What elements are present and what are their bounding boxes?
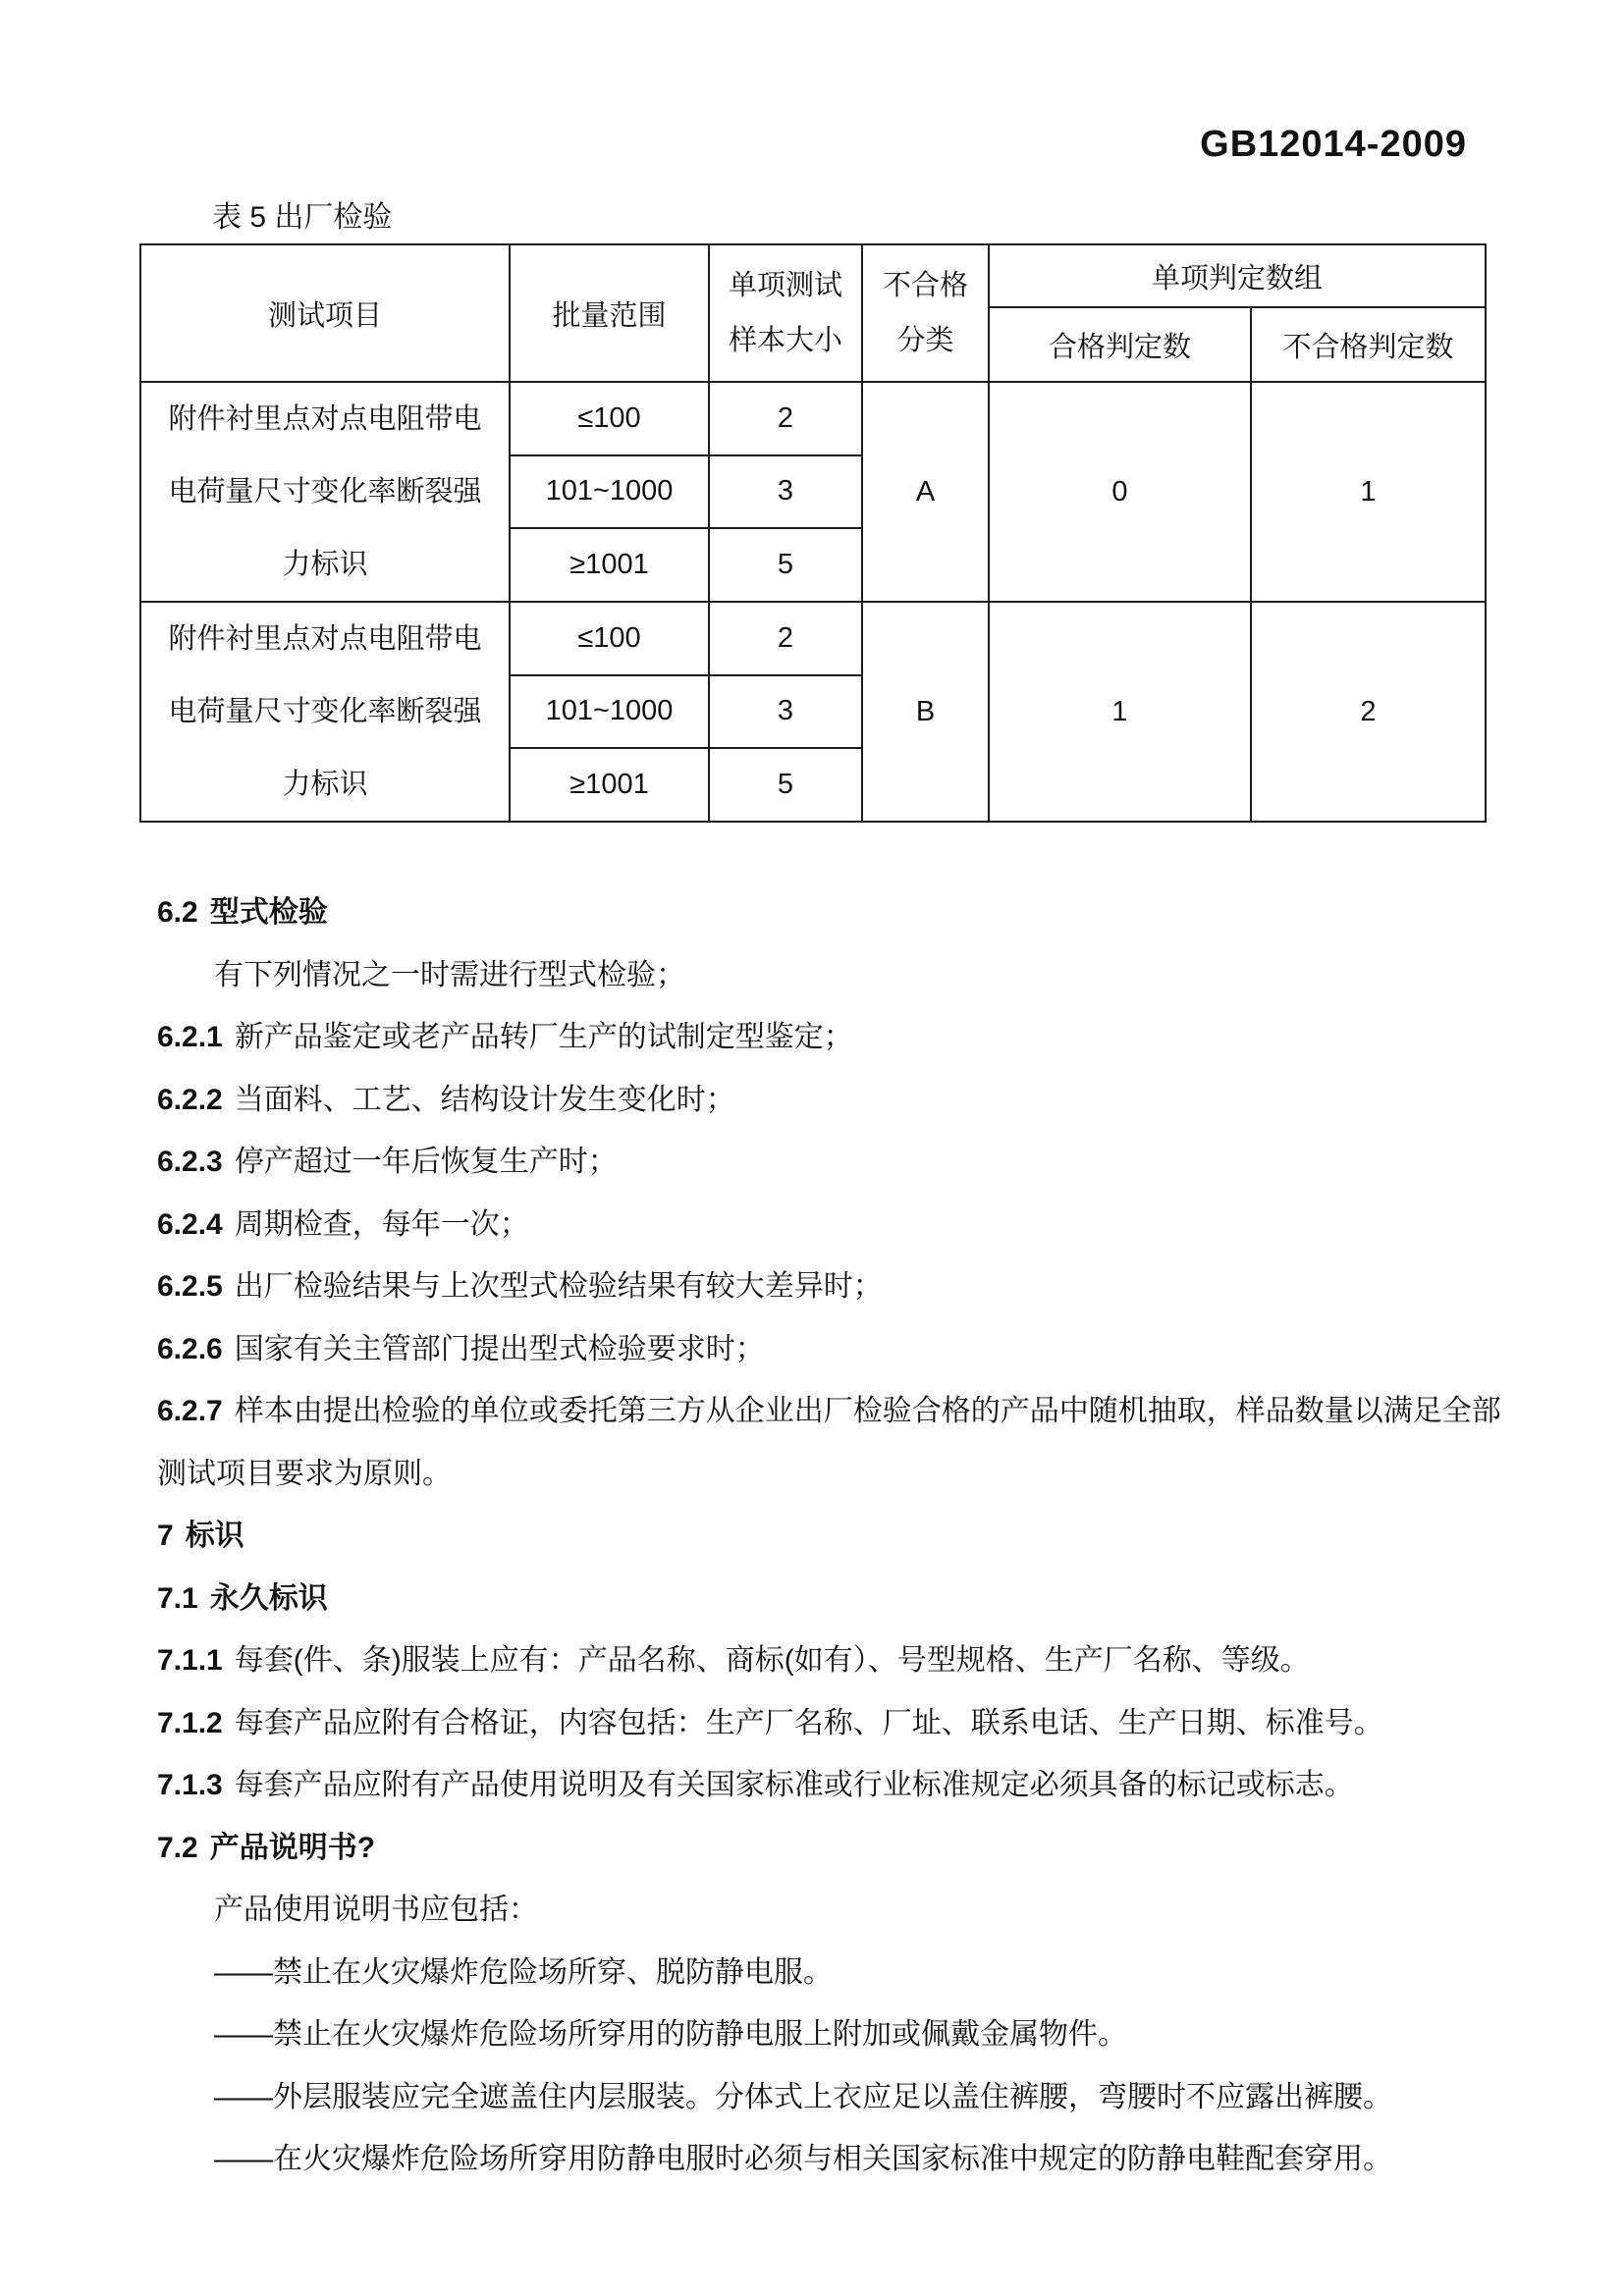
cell-batch-range: ≤100 [510,382,709,455]
table-caption: 表 5 出厂检验 [212,201,393,234]
cell-sample-size: 3 [709,455,862,529]
col-header-reject-number: 不合格判定数 [1251,307,1486,382]
cell-batch-range: 101~1000 [510,455,709,529]
clause-6-2-intro: 有下列情况之一时需进行型式检验； [214,958,685,991]
col-header-defect-class: 不合格 分类 [862,244,989,382]
cell-accept-number-group1: 0 [989,382,1251,602]
cell-batch-range: ≥1001 [510,528,709,602]
table-row [140,602,1486,675]
col-header-batch-range: 批量范围 [510,244,709,382]
cell-batch-range: ≤100 [510,602,709,675]
clause-6-2-5: 6.2.5 出厂检验结果与上次型式检验结果有较大差异时； [157,1270,883,1303]
clause-7-1-3: 7.1.3 每套产品应附有产品使用说明及有关国家标准或行业标准规定必须具备的标记或标志。 [157,1769,1354,1801]
clause-6-2-2: 6.2.2 当面料、工艺、结构设计发生变化时； [157,1083,735,1116]
cell-accept-number-group2: 1 [989,602,1251,822]
instruction-bullet-2: ——禁止在火灾爆炸危险场所穿用的防静电服上附加或佩戴金属物件。 [214,2018,1127,2051]
instruction-bullet-1: ——禁止在火灾爆炸危险场所穿、脱防静电服。 [214,1955,833,1989]
cell-batch-range: ≥1001 [510,748,709,822]
standard-number: GB12014-2009 [1200,124,1467,165]
col-header-sample-size: 单项测试 样本大小 [709,244,862,382]
cell-defect-class-group2: B [862,602,989,822]
clause-6-2-7-line2: 测试项目要求为原则。 [157,1457,452,1490]
section-heading-7-2: 7.2 产品说明书? [157,1831,376,1864]
col-header-judgment-group: 单项判定数组 [989,244,1486,307]
col-header-test-item: 测试项目 [140,244,510,382]
cell-test-item-group2: 附件衬里点对点电阻带电 电荷量尺寸变化率断裂强 力标识 [140,602,510,822]
section-heading-7-1: 7.1 永久标识 [157,1581,328,1615]
section-heading-7: 7 标识 [157,1520,244,1552]
cell-sample-size: 5 [709,748,862,822]
cell-reject-number-group2: 2 [1251,602,1486,822]
cell-reject-number-group1: 1 [1251,382,1486,602]
cell-defect-class-group1: A [862,382,989,602]
instruction-bullet-3: ——外层服装应完全遮盖住内层服装。分体式上衣应足以盖住裤腰，弯腰时不应露出裤腰。 [214,2080,1392,2113]
clause-6-2-4: 6.2.4 周期检查，每年一次； [157,1207,529,1241]
cell-test-item-group1: 附件衬里点对点电阻带电 电荷量尺寸变化率断裂强 力标识 [140,382,510,602]
instruction-bullet-4: ——在火灾爆炸危险场所穿用防静电服时必须与相关国家标准中规定的防静电鞋配套穿用。 [214,2143,1392,2175]
cell-sample-size: 2 [709,382,862,455]
cell-sample-size: 2 [709,602,862,675]
clause-6-2-7-line1: 6.2.7 样本由提出检验的单位或委托第三方从企业出厂检验合格的产品中随机抽取，样品数量以满足全部 [157,1395,1501,1427]
clause-7-1-2: 7.1.2 每套产品应附有合格证，内容包括：生产厂名称、厂址、联系电话、生产日期、标准号。 [157,1706,1383,1739]
body-text [157,881,1501,2191]
section-heading-6-2: 6.2 型式检验 [157,896,328,929]
clause-6-2-6: 6.2.6 国家有关主管部门提出型式检验要求时； [157,1332,765,1365]
cell-sample-size: 5 [709,528,862,602]
col-header-accept-number: 合格判定数 [989,307,1251,382]
clause-7-1-1: 7.1.1 每套(件、条)服装上应有：产品名称、商标(如有）、号型规格、生产厂名称、等级。 [157,1644,1310,1677]
cell-sample-size: 3 [709,675,862,749]
factory-inspection-table [139,243,1487,823]
table-row [140,382,1486,455]
header-row-1 [140,244,1486,307]
cell-batch-range: 101~1000 [510,675,709,749]
clause-6-2-3: 6.2.3 停产超过一年后恢复生产时； [157,1146,618,1178]
clause-7-2-intro: 产品使用说明书应包括： [214,1894,538,1926]
clause-6-2-1: 6.2.1 新产品鉴定或老产品转厂生产的试制定型鉴定； [157,1021,853,1053]
